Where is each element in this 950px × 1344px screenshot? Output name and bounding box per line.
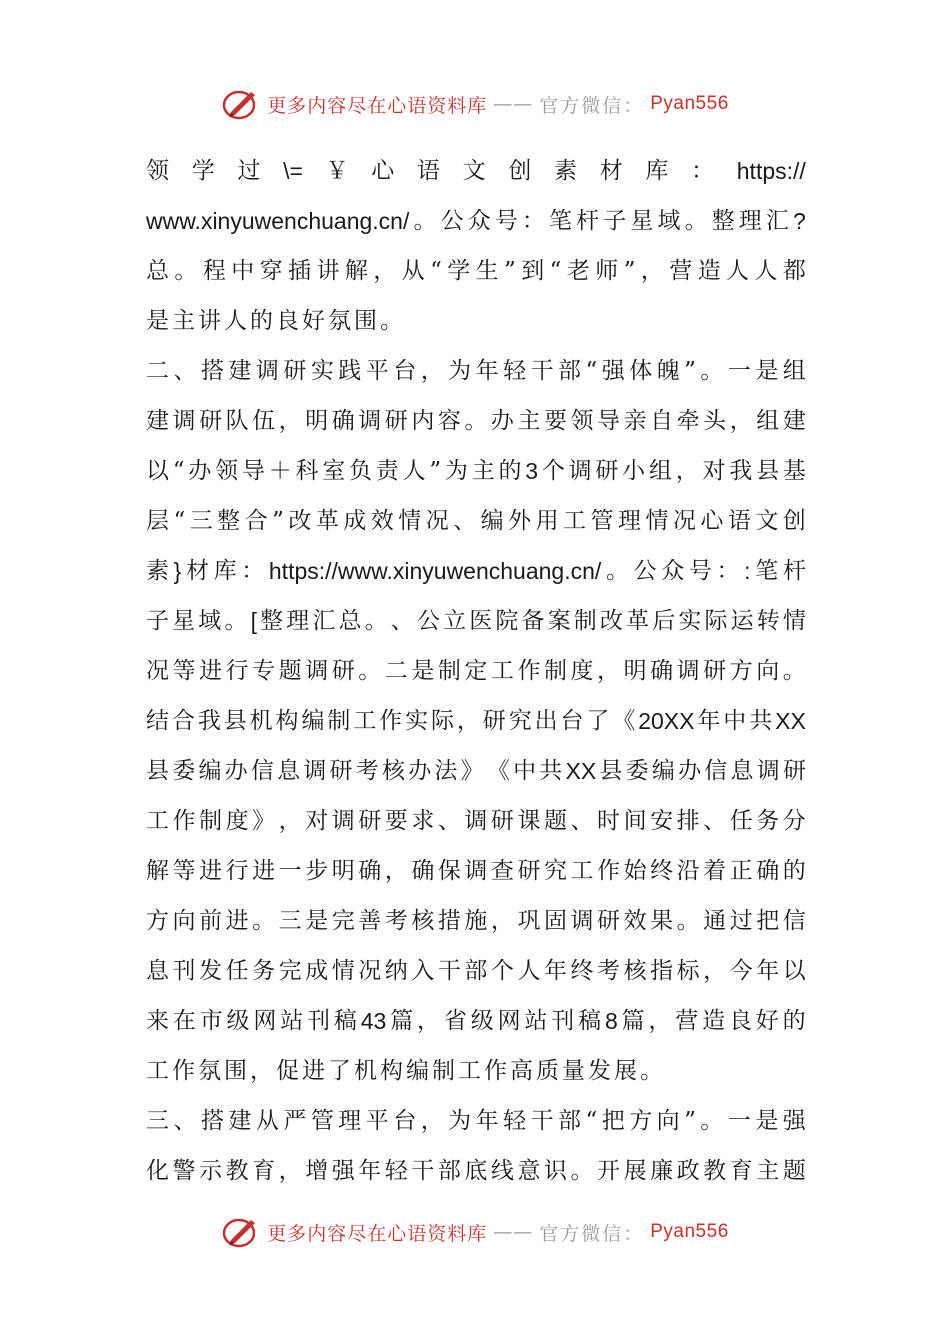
header-banner-id: Pyan556 xyxy=(650,93,729,114)
header-banner xyxy=(0,84,950,124)
footer-banner xyxy=(0,1212,950,1252)
text-line: 层 “ 三 整 合 ” 改 革 成 效 情 况 、 编 外 用 工 管 理 情 况 心 语 文 创 xyxy=(146,508,806,534)
text-line: 以 “ 办 领 导 ＋ 科 室 负 责 人 ” 为 主 的 3 个 调 研 小 组 ， 对 我 县 基 xyxy=(146,458,806,484)
text-line: 二 、 搭 建 调 研 实 践 平 台 ， 为 年 轻 干 部 “ 强 体 魄 ” 。 一 是 组 xyxy=(146,358,806,384)
footer-banner-id: Pyan556 xyxy=(650,1221,729,1242)
text-line: www.xinyuwenchuang.cn/ 。 公 众 号 ： 笔 杆 子 星 域 。 整 理 汇 ? xyxy=(146,208,806,234)
text-line: 总 。 程 中 穿 插 讲 解 ， 从 “ 学 生 ” 到 “ 老 师 ” ， 营 造 人 人 都 xyxy=(146,258,806,284)
text-line: 况 等 进 行 专 题 调 研 。 二 是 制 定 工 作 制 度 ， 明 确 调 研 方 向 。 xyxy=(146,658,806,684)
text-line: 息 刊 发 任 务 完 成 情 况 纳 入 干 部 个 人 年 终 考 核 指 标 ， 今 年 以 xyxy=(146,958,806,984)
pen-circle-logo-icon xyxy=(221,1214,261,1250)
text-line: 是主讲人的良好氛围。 xyxy=(146,308,406,334)
header-banner-wechat: 官方微信： xyxy=(539,94,645,117)
text-line: 化 警 示 教 育 ， 增 强 年 轻 干 部 底 线 意 识 。 开 展 廉 政 教 育 主 题 xyxy=(146,1158,806,1184)
text-line: 结 合 我 县 机 构 编 制 工 作 实 际 ， 研 究 出 台 了 《 20XX 年 中 共 XX xyxy=(146,708,806,734)
pen-circle-logo-icon xyxy=(221,86,261,122)
text-line: 方 向 前 进 。 三 是 完 善 考 核 措 施 ， 巩 固 调 研 效 果 。 通 过 把 信 xyxy=(146,908,806,934)
text-line: 县 委 编 办 信 息 调 研 考 核 办 法 》 《 中 共 XX 县 委 编 办 信 息 调 研 xyxy=(146,758,806,784)
footer-banner-main: 更多内容尽在心语资料库 xyxy=(267,1222,488,1245)
header-banner-dash: —— xyxy=(493,93,534,115)
text-line: 工 作 制 度 》 ， 对 调 研 要 求 、 调 研 课 题 、 时 间 安 排 、 任 务 分 xyxy=(146,808,806,834)
footer-banner-wechat: 官方微信： xyxy=(539,1222,645,1245)
text-line: 建 调 研 队 伍 ， 明 确 调 研 内 容 。 办 主 要 领 导 亲 自 牵 头 ， 组 建 xyxy=(146,408,806,434)
text-line: 领 学 过 \= ￥ 心 语 文 创 素 材 库 ： https:// xyxy=(146,158,806,184)
header-banner-main: 更多内容尽在心语资料库 xyxy=(267,94,488,117)
text-line: 三 、 搭 建 从 严 管 理 平 台 ， 为 年 轻 干 部 “ 把 方 向 ” 。 一 是 强 xyxy=(146,1108,806,1134)
text-line: 素 } 材 库 ： https://www.xinyuwenchuang.cn/ 。 公 众 号 ： : 笔 杆 xyxy=(146,558,806,584)
text-line: 解 等 进 行 进 一 步 明 确 ， 确 保 调 查 研 究 工 作 始 终 沿 着 正 确 的 xyxy=(146,858,806,884)
document-body xyxy=(146,146,806,1196)
text-line: 来 在 市 级 网 站 刊 稿 43 篇 ， 省 级 网 站 刊 稿 8 篇 ， 营 造 良 好 的 xyxy=(146,1008,806,1034)
footer-banner-dash: —— xyxy=(493,1221,534,1243)
text-line: 工作氛围，促进了机构编制工作高质量发展。 xyxy=(146,1058,666,1084)
text-line: 子 星 域 。 [ 整 理 汇 总 。 、 公 立 医 院 备 案 制 改 革 后 实 际 运 转 情 xyxy=(146,608,806,634)
